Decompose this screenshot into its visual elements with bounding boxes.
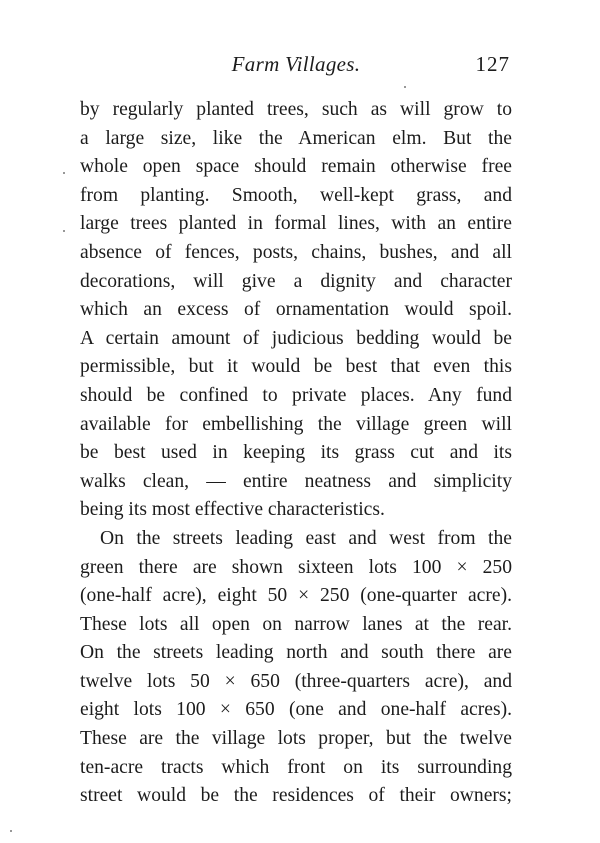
text-line: A certain amount of judicious bedding would be	[80, 327, 512, 349]
text-line: eight lots 100 × 650 (one and one-half acres).	[80, 699, 512, 721]
text-line: ten-acre tracts which front on its surrounding	[80, 756, 512, 778]
text-line: whole open space should remain otherwise free	[80, 156, 512, 178]
text-line: by regularly planted trees, such as will grow to	[80, 99, 512, 120]
text-line: be best used in keeping its grass cut and its	[80, 442, 512, 464]
text-line: absence of fences, posts, chains, bushes, and all	[80, 241, 512, 263]
text-line: On the streets leading east and west from the	[100, 527, 512, 549]
text-line: should be confined to private places. Any fund	[80, 384, 512, 406]
text-line: These are the village lots proper, but the twelve	[80, 728, 512, 750]
text-line: These lots all open on narrow lanes at the rear.	[80, 613, 512, 635]
body-text	[80, 96, 512, 811]
text-line: green there are shown sixteen lots 100 × 250	[80, 556, 512, 578]
print-speck	[404, 86, 406, 88]
text-line: permissible, but it would be best that even this	[80, 356, 512, 378]
text-line: being its most effective characteristics.	[80, 499, 385, 521]
text-line: a large size, like the American elm. But the	[80, 127, 512, 149]
text-line: which an excess of ornamentation would spoil.	[80, 299, 512, 321]
text-line: (one-half acre), eight 50 × 250 (one-quarter acre).	[80, 585, 512, 607]
text-line: decorations, will give a dignity and character	[80, 270, 512, 292]
paragraph-1	[80, 96, 512, 525]
paragraph-2	[80, 525, 512, 811]
print-speck	[10, 830, 12, 832]
text-line: walks clean, — entire neatness and simplicity	[80, 470, 512, 492]
running-head	[80, 52, 512, 82]
text-line: available for embellishing the village green will	[80, 413, 512, 435]
text-line: street would be the residences of their owners;	[80, 785, 512, 807]
print-speck	[63, 230, 65, 232]
text-line: On the streets leading north and south there are	[80, 642, 512, 664]
running-title: Farm Villages.	[231, 52, 361, 76]
print-speck	[63, 172, 65, 174]
text-line: large trees planted in formal lines, with an entire	[80, 213, 512, 235]
text-line: twelve lots 50 × 650 (three-quarters acre), and	[80, 670, 512, 692]
text-line: from planting. Smooth, well-kept grass, and	[80, 184, 512, 206]
page-number: 127	[475, 52, 510, 76]
